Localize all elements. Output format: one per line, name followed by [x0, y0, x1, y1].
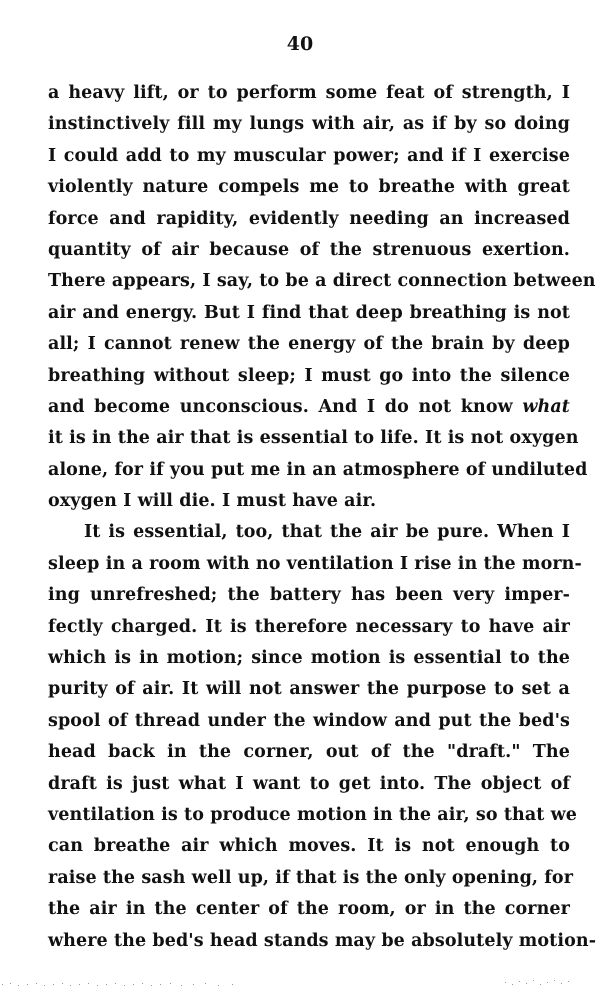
text-line: the air in the center of the room, or in the corner — [48, 899, 570, 920]
text-line: There appears, I say, to be a direct connection between — [48, 271, 596, 292]
text-line: head back in the corner, out of the "draft." The — [48, 742, 570, 763]
text-line: which is in motion; since motion is essential to the — [48, 648, 570, 669]
emphasized-word: what — [522, 396, 570, 417]
paragraph-2 — [48, 517, 597, 956]
text-line: sleep in a room with no ventilation I rise in the morn- — [48, 553, 582, 574]
body-text — [48, 78, 597, 957]
text-line: ventilation is to produce motion in the air, so that we — [48, 804, 578, 825]
text-line: I could add to my muscular power; and if I exercise — [48, 145, 570, 166]
page-number: 40 — [286, 33, 314, 55]
text-line: draft is just what I want to get into. The object of — [48, 773, 570, 794]
text-line: breathing without sleep; I must go into the silence — [48, 365, 570, 386]
text-line: ing unrefreshed; the battery has been very imper- — [48, 585, 570, 606]
text-line: alone, for if you put me in an atmosphere of undiluted — [48, 459, 588, 480]
text-line: It is essential, too, that the air be pure. When I — [84, 522, 570, 543]
text-line: raise the sash well up, if that is the only opening, for — [48, 867, 574, 888]
text-line-with-emphasis — [48, 392, 570, 423]
text-line: it is in the air that is essential to life. It is not oxygen — [48, 428, 579, 449]
text-fragment: and become unconscious. And I do not know — [48, 396, 523, 417]
text-line: violently nature compels me to breathe with great — [48, 177, 570, 198]
text-line: purity of air. It will not answer the purpose to set a — [48, 679, 570, 700]
text-line: spool of thread under the window and put the bed's — [48, 710, 570, 731]
text-line: fectly charged. It is therefore necessary to have air — [48, 616, 570, 637]
text-line: a heavy lift, or to perform some feat of strength, I — [48, 83, 570, 103]
text-line: can breathe air which moves. It is not enough to — [48, 836, 570, 857]
text-line: air and energy. But I find that deep breathing is not — [48, 302, 570, 323]
paragraph-1 — [48, 78, 596, 517]
text-line: where the bed's head stands may be absolutely motion- — [48, 930, 597, 951]
scan-noise — [0, 978, 600, 990]
text-line: quantity of air because of the strenuous exertion. — [48, 239, 570, 260]
text-line: instinctively fill my lungs with air, as if by so doing — [48, 114, 570, 135]
text-line: all; I cannot renew the energy of the brain by deep — [48, 334, 570, 355]
text-line: oxygen I will die. I must have air. — [48, 491, 377, 512]
text-line: force and rapidity, evidently needing an increased — [48, 208, 570, 229]
